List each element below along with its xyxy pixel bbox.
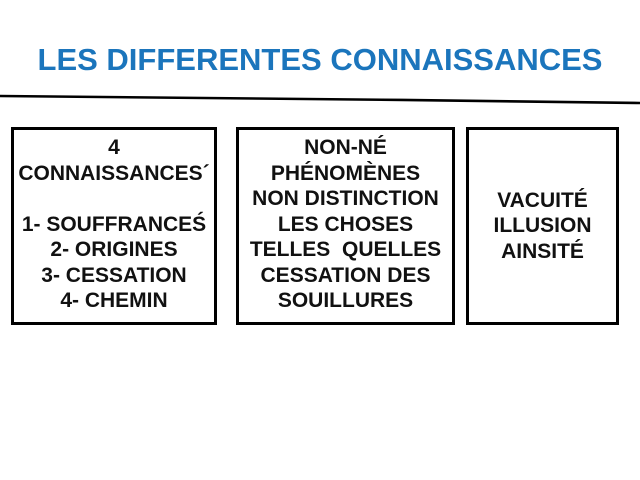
page-title: LES DIFFERENTES CONNAISSANCES [37, 42, 603, 77]
box-non-ne-phenomenes [236, 127, 455, 325]
box-line: 2- ORIGINES [50, 238, 178, 261]
box-four-connaissances [11, 127, 217, 325]
box-line: SOUILLURES [277, 289, 414, 312]
box-line: LES CHOSES [277, 212, 414, 236]
box-line: 1- SOUFFRANCEŚ [21, 212, 207, 236]
box-line: 4- CHEMIN [60, 289, 168, 312]
box-line: ILLUSION [493, 214, 592, 238]
box-vacuite-illusion-ainsite [466, 127, 619, 325]
box-line: PHÉNOMÈNES [270, 161, 421, 185]
box-line: NON DISTINCTION [252, 187, 439, 210]
box-line-blank [14, 186, 214, 212]
box-line: VACUITÉ [497, 188, 588, 212]
box-line: CONNAISSANCES´ [18, 161, 210, 185]
box-line: 4 [108, 136, 120, 159]
box-line: AINSITÉ [501, 239, 584, 263]
box-line: CESSATION DES [260, 263, 431, 287]
box-line: NON-NÉ [304, 136, 387, 159]
box-line: 3- CESSATION [41, 263, 187, 287]
divider-line [0, 92, 640, 108]
box-line: TELLES QUELLES [249, 238, 442, 261]
